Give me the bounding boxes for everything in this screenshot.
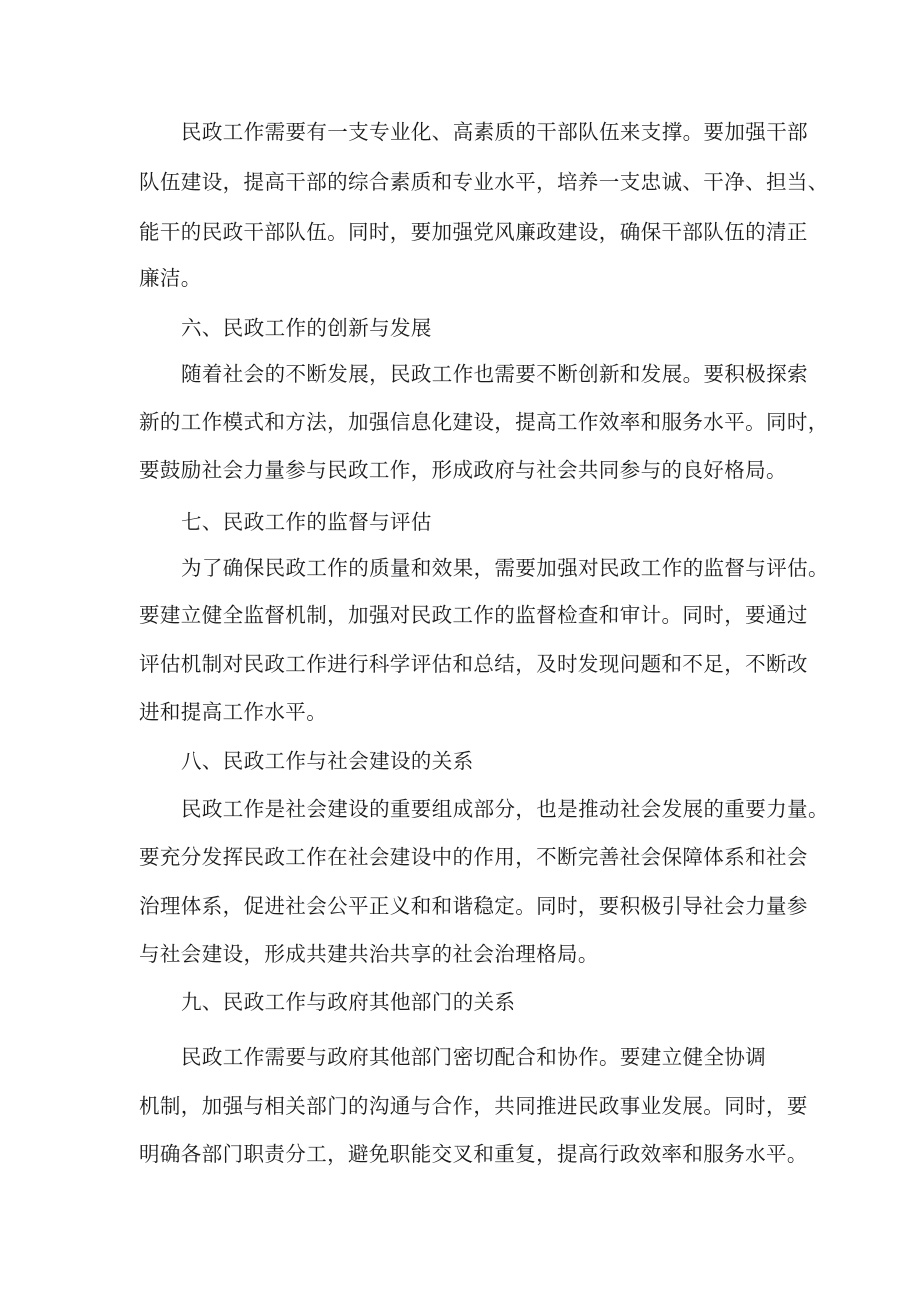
paragraph-innovation-line-1: 随着社会的不断发展，民政工作也需要不断创新和发展。要积极探索 xyxy=(181,362,808,386)
paragraph-cadre-team-line-4: 廉洁。 xyxy=(139,266,202,290)
paragraph-other-departments-line-2: 机制，加强与相关部门的沟通与合作，共同推进民政事业发展。同时，要 xyxy=(139,1094,808,1118)
paragraph-social-construction-line-4: 与社会建设，形成共建共治共享的社会治理格局。 xyxy=(139,942,599,966)
paragraph-supervision-line-4: 进和提高工作水平。 xyxy=(139,700,328,724)
paragraph-innovation-line-3: 要鼓励社会力量参与民政工作，形成政府与社会共同参与的良好格局。 xyxy=(139,458,787,482)
paragraph-supervision-line-2: 要建立健全监督机制，加强对民政工作的监督检查和审计。同时，要通过 xyxy=(139,603,808,627)
paragraph-social-construction-line-1: 民政工作是社会建设的重要组成部分，也是推动社会发展的重要力量。 xyxy=(181,797,829,821)
paragraph-social-construction-line-2: 要充分发挥民政工作在社会建设中的作用，不断完善社会保障体系和社会 xyxy=(139,845,808,869)
paragraph-other-departments-line-3: 明确各部门职责分工，避免职能交叉和重复，提高行政效率和服务水平。 xyxy=(139,1142,808,1166)
paragraph-supervision-line-1: 为了确保民政工作的质量和效果，需要加强对民政工作的监督与评估。 xyxy=(181,556,829,580)
paragraph-social-construction-line-3: 治理体系，促进社会公平正义和和谐稳定。同时，要积极引导社会力量参 xyxy=(139,894,808,918)
paragraph-other-departments-line-1: 民政工作需要与政府其他部门密切配合和协作。要建立健全协调 xyxy=(181,1045,767,1069)
paragraph-cadre-team-line-1: 民政工作需要有一支专业化、高素质的干部队伍来支撑。要加强干部 xyxy=(181,120,808,144)
paragraph-cadre-team-line-3: 能干的民政干部队伍。同时，要加强党风廉政建设，确保干部队伍的清正 xyxy=(139,220,808,244)
section-heading-other-departments: 九、民政工作与政府其他部门的关系 xyxy=(181,990,516,1014)
section-heading-innovation: 六、民政工作的创新与发展 xyxy=(181,316,432,340)
paragraph-cadre-team-line-2: 队伍建设，提高干部的综合素质和专业水平，培养一支忠诚、干净、担当、 xyxy=(139,170,829,194)
paragraph-supervision-line-3: 评估机制对民政工作进行科学评估和总结，及时发现问题和不足，不断改 xyxy=(139,652,808,676)
section-heading-social-construction: 八、民政工作与社会建设的关系 xyxy=(181,749,474,773)
section-heading-supervision: 七、民政工作的监督与评估 xyxy=(181,510,432,534)
paragraph-innovation-line-2: 新的工作模式和方法，加强信息化建设，提高工作效率和服务水平。同时， xyxy=(139,410,829,434)
